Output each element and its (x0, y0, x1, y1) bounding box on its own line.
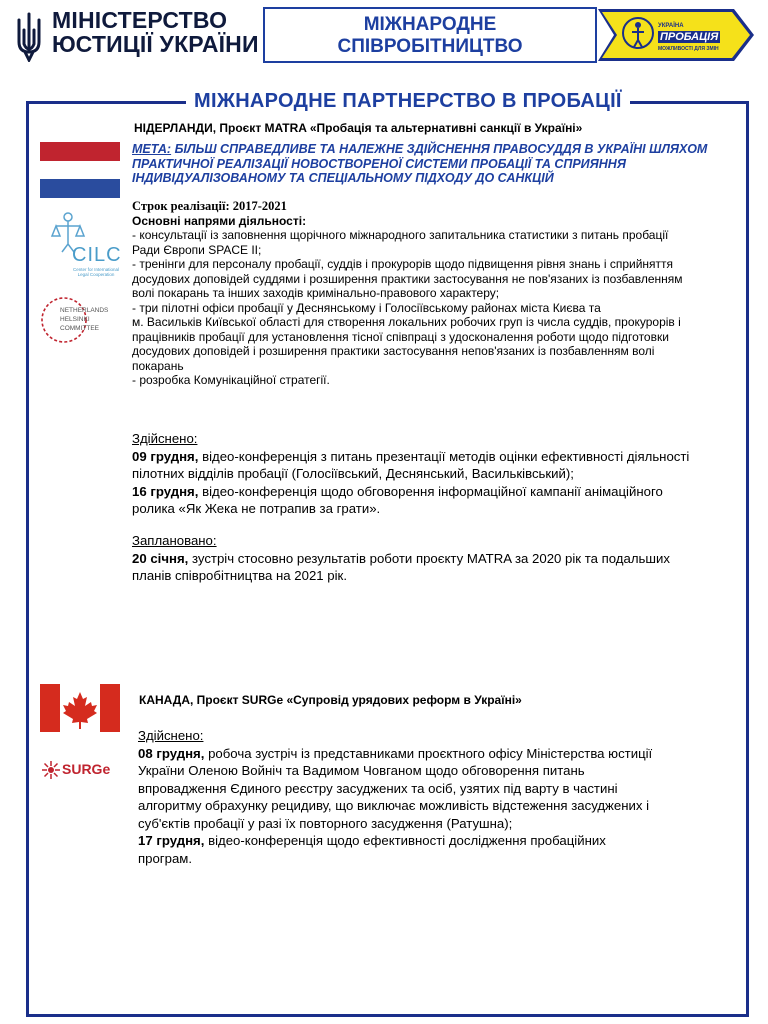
done-item-2 (132, 483, 737, 501)
done-item-2-text: відео-конференція щодо обговорення інформаційної кампанії анімаційного (198, 483, 663, 499)
planned-item-date: 20 січня, (132, 550, 189, 566)
goal-line-3: ІНДИВІДУАЛІЗОВАНОМУ ТА СПЕЦІАЛЬНОМУ ПІДХОДУ ДО САНКЦІЙ (132, 171, 554, 185)
term-text: Строк реалізації: 2017-2021 (132, 199, 287, 213)
done-label: Здійснено: (132, 431, 198, 446)
canada-heading: КАНАДА, Проєкт SURGe «Супровід урядових реформ в Україні» (139, 693, 522, 707)
cilc-logo-subtext: Center for International Legal Cooperation (72, 267, 120, 277)
directions-line: покарань (132, 358, 184, 373)
cilc-logo (42, 210, 122, 288)
canada-done-item-1-date: 08 грудня, (138, 745, 205, 761)
done-item-2-date: 16 грудня, (132, 483, 199, 499)
canada-done-item-2-text: відео-конференція щодо ефективності дослідження пробаційних (204, 833, 606, 848)
canada-done-item-1-cont: суб'єктів пробації у разі їх повторного засудження (Ратушна); (138, 815, 513, 831)
netherlands-flag-icon (40, 142, 120, 198)
directions-line: працівників пробації для установлення тісної співпраці з удосконалення роботи щодо підготовки (132, 329, 669, 344)
canada-done-item-2-date: 17 грудня, (138, 833, 205, 848)
directions-line: - консультації із заповнення щорічного міжнародного запитальника статистики з питань пробації (132, 228, 669, 242)
goal-line-1 (132, 142, 732, 157)
trident-emblem-icon (14, 12, 44, 62)
logo-tagline: МОЖЛИВОСТІ ДЛЯ ЗМІН (658, 46, 719, 52)
done-item-1 (132, 448, 737, 466)
directions-line: м. Васильків Київської області для створення локальних робочих груп із числа суддів, прокурорів і (132, 315, 681, 329)
nhc-logo-text (60, 306, 108, 333)
canada-done-item-2-cont: програм. (138, 850, 193, 866)
surge-burst-icon (42, 761, 60, 779)
ministry-name-line1: МІНІСТЕРСТВО (52, 7, 228, 33)
done-item-1-text: відео-конференція з питань презентації методів оцінки ефективності діяльності (198, 448, 690, 464)
goal-line-2: ПРАКТИЧНОЇ РЕАЛІЗАЦІЇ НОВОСТВОРЕНОЇ СИСТЕМИ ПРОБАЦІЇ ТА СПРИЯННЯ (132, 156, 626, 171)
nhc-logo-line3: COMMITTEE (60, 325, 99, 332)
logo-small-text: УКРАЇНА (658, 23, 684, 29)
directions-line: досудових доповідей суддями і розширення практики застосування не пов'язаних із позбавленням (132, 271, 683, 286)
cilc-logo-text: CILC (72, 244, 122, 266)
section-title: МІЖНАРОДНЕ ПАРТНЕРСТВО В ПРОБАЦІЇ (186, 90, 630, 113)
logo-big-text: ПРОБАЦІЯ (660, 31, 719, 43)
done-item-1-cont: пілотних відділів пробації (Голосіївський, Деснянський, Васильківський); (132, 466, 574, 481)
nhc-logo-line2: HELSINKI (60, 316, 90, 323)
directions-line: - тренінги для персоналу пробації, суддів і прокурорів щодо підвищення рівня знань і сприйняття (132, 257, 674, 271)
netherlands-heading: НІДЕРЛАНДИ, Проєкт MATRA «Пробація та альтернативні санкції в Україні» (134, 121, 583, 135)
canada-flag-icon (40, 684, 120, 732)
planned-item-text: зустріч стосовно результатів роботи проєкту MATRA за 2020 рік та подальших (188, 550, 670, 566)
directions-line: волі покарань та інших заходів кримінально-правового характеру; (132, 286, 500, 300)
planned-label: Заплановано: (132, 533, 217, 548)
page-header (0, 0, 768, 72)
directions-line: - розробка Комунікаційної стратегії. (132, 373, 330, 387)
nhc-logo (40, 292, 122, 348)
header-title-box (263, 7, 597, 63)
canada-done-item-1-cont: впровадження Єдиного реєстру засуджених та осіб, узятих під варту в частині (138, 780, 618, 796)
surge-logo (40, 758, 122, 782)
ministry-name (52, 8, 259, 56)
canada-done-item-1-text: робоча зустріч із представниками проєктного офісу Міністерства юстиції (204, 745, 653, 761)
netherlands-details (132, 199, 732, 388)
goal-text-1: БІЛЬШ СПРАВЕДЛИВЕ ТА НАЛЕЖНЕ ЗДІЙСНЕННЯ ПРАВОСУДДЯ В УКРАЇНІ ШЛЯХОМ (171, 142, 708, 156)
canada-done-item-1 (138, 745, 738, 763)
planned-item-cont: планів співробітництва на 2021 рік. (132, 568, 347, 583)
header-title-line2: СПІВРОБІТНИЦТВО (337, 36, 523, 57)
netherlands-planned (132, 532, 737, 585)
nhc-logo-line1: NETHERLANDS (60, 307, 109, 314)
directions-label: Основні напрями діяльності: (132, 213, 307, 228)
canada-done-item-1-cont: алгоритму обрахунку рецидиву, що виключає можливість відстеження засуджених і (138, 798, 650, 813)
canada-done (138, 727, 738, 867)
netherlands-goal (132, 142, 732, 186)
surge-logo-text: SURGe (62, 761, 111, 777)
probation-logo (596, 7, 756, 63)
directions-line: досудових доповідей і розширення практики застосування непов'язаних із позбавленням волі (132, 344, 655, 358)
directions-line: - три пілотні офіси пробації у Деснянському і Голосіївському районах міста Києва та (132, 300, 601, 315)
canada-done-item-1-cont: України Оленою Войніч та Вадимом Човганом щодо обговорення питань (138, 763, 585, 778)
planned-item (132, 550, 737, 568)
goal-label: МЕТА: (132, 142, 172, 156)
canada-done-label: Здійснено: (138, 728, 204, 743)
ministry-name-line2: ЮСТИЦІЇ УКРАЇНИ (52, 31, 259, 57)
canada-done-item-2 (138, 832, 738, 850)
done-item-1-date: 09 грудня, (132, 448, 199, 464)
directions-line: Ради Європи SPACE ІІ; (132, 242, 262, 257)
header-title-line1: МІЖНАРОДНЕ (363, 14, 497, 35)
netherlands-done (132, 430, 737, 518)
done-item-2-cont: ролика «Як Жека не потрапив за грати». (132, 501, 381, 516)
directions-list (132, 228, 732, 388)
